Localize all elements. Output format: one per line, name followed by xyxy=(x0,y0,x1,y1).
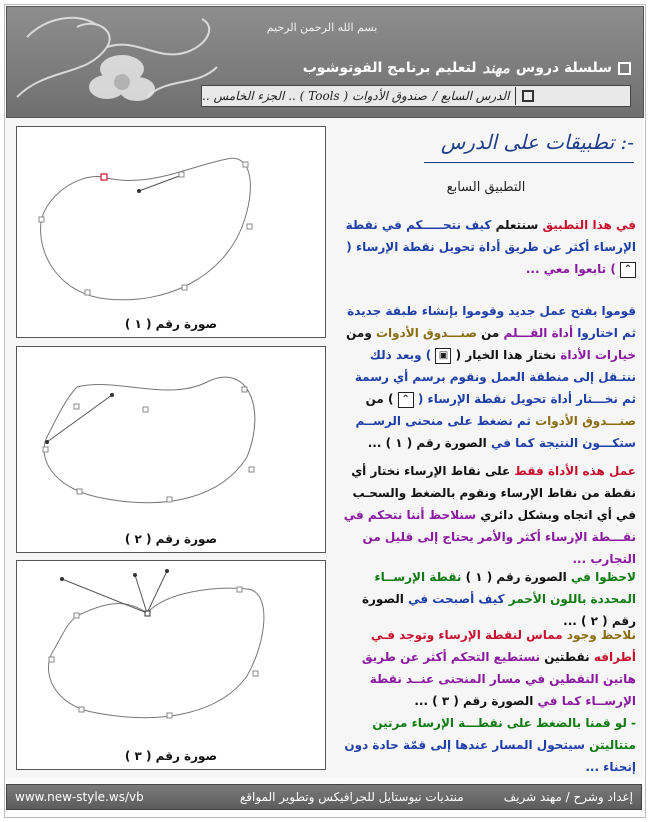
path-drawing-3 xyxy=(17,561,325,769)
figure-caption: صورة رقم ( ٣ ) xyxy=(124,749,218,763)
text-span: لاحظوا في xyxy=(570,570,636,584)
paragraph-observe xyxy=(338,566,636,632)
bullet-square-icon xyxy=(618,62,631,75)
author-credit: إعداد وشرح / مهند شريف xyxy=(503,790,633,804)
series-title xyxy=(303,57,631,79)
figure-1 xyxy=(16,126,326,338)
text-span: الصورة رقم ( ١ ) ... xyxy=(367,436,487,450)
paragraph-intro xyxy=(338,214,636,280)
text-span: في هذا التطبيق xyxy=(542,218,636,232)
author-logo: مهند xyxy=(482,59,510,77)
paragraph-tangent xyxy=(338,624,636,712)
convert-anchor-point-tool-icon: ⌃ xyxy=(620,262,636,278)
paragraph-double-click xyxy=(338,712,636,778)
text-span: ) تابعوا معي ... xyxy=(525,262,616,276)
footer-credits xyxy=(240,790,633,804)
text-span: نختار هذا الخيار ( xyxy=(455,348,557,362)
text-span: صنـــدوق الأدوات xyxy=(535,414,636,428)
bullet-square-icon xyxy=(522,90,534,102)
text-span: سنتعلم xyxy=(495,218,539,232)
text-span: ) وبعد ذلك ننتـقل إلى منطقة العمل ونقوم برسم أي رسمة ثم نخـــتار أداة تحويل نقطة الإرساء ( xyxy=(354,348,636,406)
figure-2 xyxy=(16,346,326,553)
text-span: نستطيع التحكم أكثر عن طريق هاتين النقطين في مسار المنحنى عنــد نقطة الإرســاء كما في xyxy=(361,650,636,708)
series-prefix: سلسلة دروس xyxy=(515,60,612,76)
text-span: ) من xyxy=(365,392,394,406)
text-span: كيف أصبحت في xyxy=(408,592,505,606)
site-url-link[interactable]: www.new-style.ws/vb xyxy=(15,790,144,804)
text-span: كيف نتحـــــكم في نقطة الإرساء أكثر عن طريق أداة تحويل نقطة الإرساء ( xyxy=(345,218,636,254)
text-span: الصورة رقم ( ٣ ) ... xyxy=(414,694,534,708)
title-underline xyxy=(424,162,634,163)
text-span: صنـــدوق الأدوات xyxy=(376,326,477,340)
text-span: قوموا بفتح عمل جديد وقوموا بإنشاء طبقة جديدة ثم اختاروا xyxy=(347,304,636,340)
footer-bar xyxy=(6,784,642,810)
text-span: خيارات الأداة xyxy=(560,348,636,362)
lesson-content xyxy=(6,118,642,778)
paths-option-icon: ▣ xyxy=(435,348,451,364)
text-span: سيتحول المسار عندها إلى قمّة حادة دون إنحناء ... xyxy=(344,738,636,774)
forum-name: منتديات نيوستايل للجرافيكس وتطوير المواقع xyxy=(239,790,464,804)
text-span: عمل هذه الأداة فقط xyxy=(514,464,636,478)
text-span: نقطة الإرســاء المحددة باللون الأحمر xyxy=(374,570,636,606)
text-span: على نقاط الإرساء نختار أي نقطة من نقاط الإرساء ونقوم بالضغط والسحـب في أي اتجاه وبشكل دائري xyxy=(351,464,636,522)
text-span: ثم نضغط على منحنى الرســم ستكـــون النتيجة كما في xyxy=(355,414,636,450)
text-span: مماس لنقطة الإرساء وتوجد فـي أطرافه xyxy=(370,628,636,664)
header-banner xyxy=(6,6,644,118)
lesson-title: صندوق الأدوات ( Tools ) .. الجزء الخامس .. xyxy=(202,89,427,103)
lesson-title-bar xyxy=(201,85,631,107)
text-span: ومن xyxy=(346,326,372,340)
basmala-text: بسم الله الرحمن الرحيم xyxy=(266,21,378,34)
figure-caption: صورة رقم ( ١ ) xyxy=(124,317,218,331)
section-title: تطبيقات على الدرس :- xyxy=(440,130,634,154)
text-span: نقطتين xyxy=(544,650,590,664)
text-span: - لو قمنا بالضغط على نقطـــة الإرساء مرتين متتاليتن xyxy=(372,716,636,752)
path-drawing-2 xyxy=(17,347,325,552)
text-span: أداة القـــلم xyxy=(503,326,574,340)
text-span: نلاحظ وجود xyxy=(566,628,636,642)
paragraph-tool-usage xyxy=(338,460,636,570)
figure-3 xyxy=(16,560,326,770)
series-suffix: لتعليم برنامج الفوتوشوب xyxy=(302,60,477,76)
text-span: الصورة رقم ( ١ ) xyxy=(465,570,567,584)
exercise-title: التطبيق السابع xyxy=(446,180,526,195)
path-drawing-1 xyxy=(17,127,325,337)
text-span: الصورة رقم ( ٢ ) ... xyxy=(361,592,636,628)
text-span: من xyxy=(481,326,500,340)
convert-anchor-point-tool-icon: ⌃ xyxy=(398,392,414,408)
lesson-label: الدرس السابع / xyxy=(432,89,510,103)
paragraph-steps xyxy=(338,300,636,454)
divider xyxy=(515,87,516,105)
text-span: سنلاحظ أننا نتحكم في نقـــطة الإرساء أكثر والأمر يحتاج إلى قليل من التجارب ... xyxy=(343,508,636,566)
figure-caption: صورة رقم ( ٢ ) xyxy=(124,532,218,546)
